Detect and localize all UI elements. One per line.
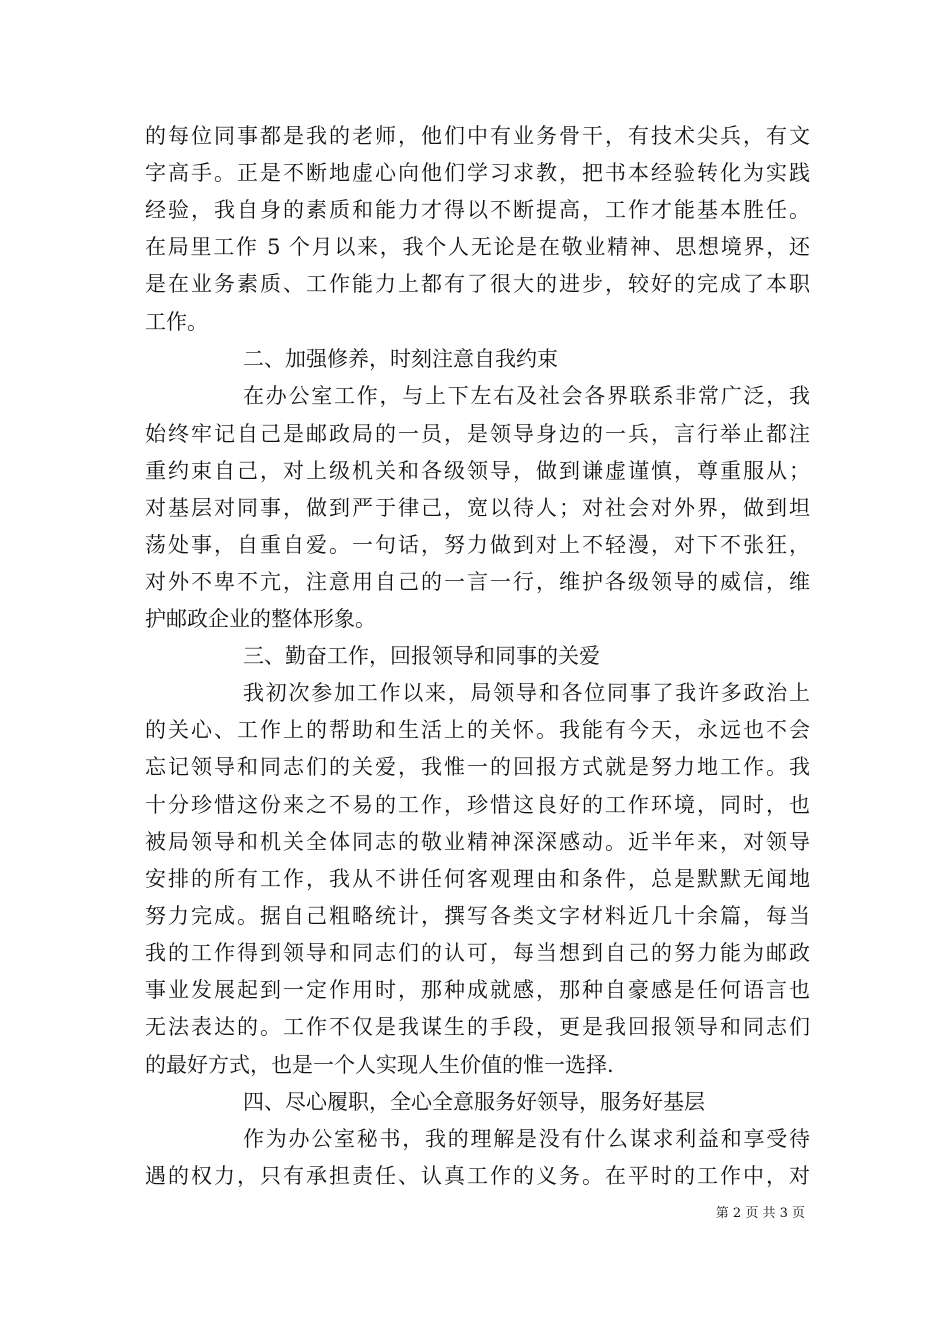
text-line: 工作。 — [145, 310, 208, 334]
text-line: 安排的所有工作，我从不讲任何客观理由和条件，总是默默无闻地 — [145, 867, 810, 891]
section-heading: 四、尽心履职，全心全意服务好领导，服务好基层 — [243, 1090, 705, 1114]
text-line: 重约束自己，对上级机关和各级领导，做到谦虚谨慎，尊重服从； — [145, 459, 810, 483]
text-line: 的关心、工作上的帮助和生活上的关怀。我能有今天，永远也不会 — [145, 718, 810, 742]
text-line: 努力完成。据自己粗略统计，撰写各类文字材料近几十余篇，每当 — [145, 904, 810, 928]
text-line: 十分珍惜这份来之不易的工作，珍惜这良好的工作环境，同时，也 — [145, 793, 810, 817]
paragraph-first-line: 作为办公室秘书，我的理解是没有什么谋求利益和享受待 — [243, 1127, 810, 1151]
section-heading: 二、加强修养，时刻注意自我约束 — [243, 347, 558, 371]
text-line: 在局里工作 5 个月以来，我个人无论是在敬业精神、思想境界，还 — [145, 235, 810, 259]
text-line: 荡处事，自重自爱。一句话，努力做到对上不轻漫，对下不张狂， — [145, 533, 810, 557]
paragraph-first-line: 我初次参加工作以来，局领导和各位同事了我许多政治上 — [243, 681, 810, 705]
paragraph-first-line: 在办公室工作，与上下左右及社会各界联系非常广泛，我 — [243, 384, 810, 408]
text-line: 被局领导和机关全体同志的敬业精神深深感动。近半年来，对领导 — [145, 830, 810, 854]
section-heading: 三、勤奋工作，回报领导和同事的关爱 — [243, 644, 600, 668]
text-line: 的每位同事都是我的老师，他们中有业务骨干，有技术尖兵，有文 — [145, 124, 810, 148]
text-line: 经验，我自身的素质和能力才得以不断提高，工作才能基本胜任。 — [145, 198, 810, 222]
text-line: 对外不卑不亢，注意用自己的一言一行，维护各级领导的威信，维 — [145, 570, 810, 594]
page-number: 第 2 页 共 3 页 — [715, 1206, 805, 1221]
text-line: 的最好方式，也是一个人实现人生价值的惟一选择. — [145, 1053, 614, 1077]
text-line: 无法表达的。工作不仅是我谋生的手段，更是我回报领导和同志们 — [145, 1015, 810, 1039]
text-line: 护邮政企业的整体形象。 — [145, 607, 376, 631]
text-line: 事业发展起到一定作用时，那种成就感，那种自豪感是任何语言也 — [145, 978, 810, 1002]
text-line: 忘记领导和同志们的关爱，我惟一的回报方式就是努力地工作。我 — [145, 755, 810, 779]
text-line: 字高手。正是不断地虚心向他们学习求教，把书本经验转化为实践 — [145, 161, 810, 185]
text-line: 对基层对同事，做到严于律己，宽以待人；对社会对外界，做到坦 — [145, 496, 810, 520]
text-line: 遇的权力，只有承担责任、认真工作的义务。在平时的工作中，对 — [145, 1164, 810, 1188]
text-line: 始终牢记自己是邮政局的一员，是领导身边的一兵，言行举止都注 — [145, 422, 810, 446]
text-line: 是在业务素质、工作能力上都有了很大的进步，较好的完成了本职 — [145, 272, 810, 296]
text-line: 我的工作得到领导和同志们的认可，每当想到自己的努力能为邮政 — [145, 941, 810, 965]
